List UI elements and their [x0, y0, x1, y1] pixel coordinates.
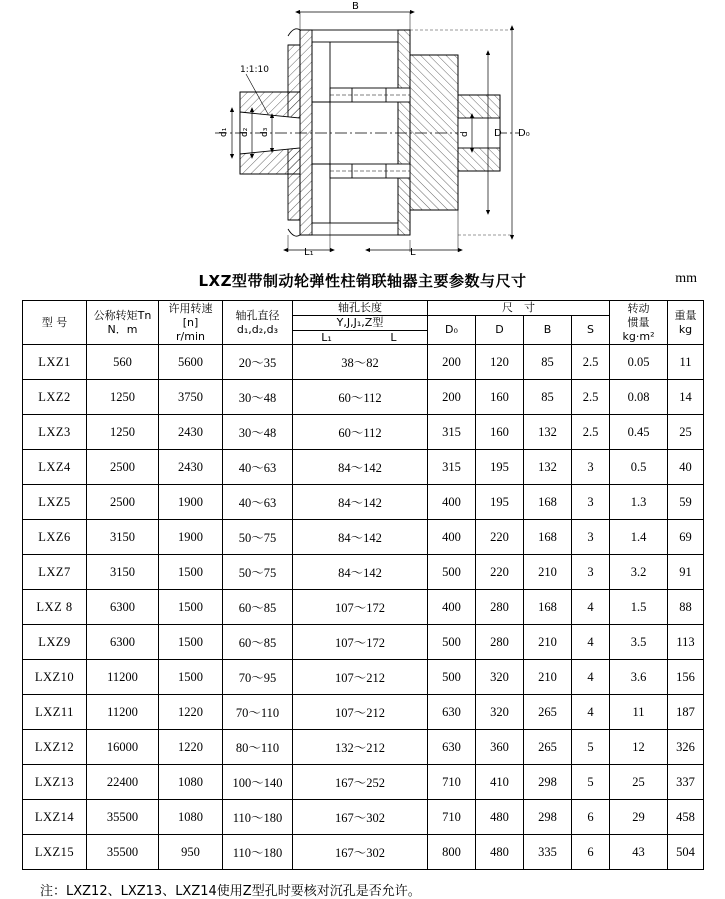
header-row-1	[23, 301, 704, 316]
cell-D0: 710	[428, 765, 476, 800]
cell-S: 5	[572, 730, 610, 765]
footnote: 注：LXZ12、LXZ13、LXZ14使用Z型孔时要核对沉孔是否允许。	[40, 884, 421, 899]
cell-model: LXZ12	[23, 730, 87, 765]
cell-D: 410	[476, 765, 524, 800]
cell-D0: 400	[428, 590, 476, 625]
cell-model: LXZ5	[23, 485, 87, 520]
cell-B: 85	[524, 380, 572, 415]
table-row	[23, 380, 704, 415]
cell-S: 4	[572, 660, 610, 695]
cell-D: 160	[476, 415, 524, 450]
cell-weight: 458	[668, 800, 704, 835]
th-weight-line2: kg	[678, 322, 693, 336]
cell-D: 160	[476, 380, 524, 415]
cell-torque: 11200	[87, 660, 159, 695]
table-row	[23, 800, 704, 835]
cell-S: 6	[572, 835, 610, 870]
th-bore-length-group: 轴孔长度	[293, 301, 428, 316]
cell-B: 168	[524, 520, 572, 555]
cell-D: 120	[476, 345, 524, 380]
cell-inertia: 1.5	[610, 590, 668, 625]
cell-len: 60～112	[293, 380, 428, 415]
cell-inertia: 1.3	[610, 485, 668, 520]
dim-label-d3: d₃	[260, 127, 270, 137]
cell-D0: 500	[428, 660, 476, 695]
cell-speed: 1500	[159, 590, 223, 625]
cell-model: LXZ1	[23, 345, 87, 380]
cell-inertia: 12	[610, 730, 668, 765]
cell-B: 298	[524, 800, 572, 835]
cell-D: 220	[476, 520, 524, 555]
cell-inertia: 29	[610, 800, 668, 835]
cell-D: 360	[476, 730, 524, 765]
cell-torque: 560	[87, 345, 159, 380]
th-bore-dia	[223, 301, 293, 345]
cell-D0: 400	[428, 485, 476, 520]
dim-label-d2: d₂	[240, 127, 250, 137]
cell-inertia: 3.6	[610, 660, 668, 695]
cell-len: 107～172	[293, 590, 428, 625]
cell-weight: 156	[668, 660, 704, 695]
cell-bore: 80～110	[223, 730, 293, 765]
cell-weight: 11	[668, 345, 704, 380]
cell-speed: 1500	[159, 660, 223, 695]
th-model: 型 号	[23, 301, 87, 345]
th-torque-line2: N．m	[107, 322, 138, 336]
cell-bore: 50～75	[223, 555, 293, 590]
cell-torque: 2500	[87, 450, 159, 485]
cell-len: 107～212	[293, 695, 428, 730]
dim-label-L: L	[410, 247, 416, 258]
th-inertia-line1: 转动	[627, 302, 650, 315]
dim-label-D: D	[494, 128, 502, 139]
cell-bore: 30～48	[223, 380, 293, 415]
cell-D0: 315	[428, 450, 476, 485]
table-body	[23, 345, 704, 870]
cell-model: LXZ 8	[23, 590, 87, 625]
cell-bore: 40～63	[223, 450, 293, 485]
dim-label-B: B	[352, 1, 359, 12]
dim-label-taper: 1:1:10	[240, 65, 269, 75]
cell-S: 4	[572, 625, 610, 660]
cell-inertia: 11	[610, 695, 668, 730]
th-speed-line2: [n]	[182, 315, 199, 329]
cell-B: 265	[524, 730, 572, 765]
cell-speed: 1080	[159, 800, 223, 835]
cell-B: 210	[524, 555, 572, 590]
cell-D: 220	[476, 555, 524, 590]
cell-S: 3	[572, 520, 610, 555]
cell-bore: 70～110	[223, 695, 293, 730]
th-bore-length-type: Y,J,J₁,Z型	[293, 315, 428, 330]
cell-torque: 35500	[87, 835, 159, 870]
cell-B: 168	[524, 590, 572, 625]
th-speed-line3: r/min	[176, 329, 205, 343]
th-S: S	[572, 315, 610, 345]
cell-bore: 50～75	[223, 520, 293, 555]
cell-bore: 40～63	[223, 485, 293, 520]
cell-bore: 30～48	[223, 415, 293, 450]
table-row	[23, 415, 704, 450]
th-bore-length-sub	[293, 330, 428, 345]
cell-D: 195	[476, 485, 524, 520]
cell-len: 167～302	[293, 800, 428, 835]
cell-bore: 70～95	[223, 660, 293, 695]
cell-weight: 326	[668, 730, 704, 765]
cell-weight: 59	[668, 485, 704, 520]
cell-D0: 710	[428, 800, 476, 835]
th-speed-line1: 许用转速	[168, 302, 213, 315]
cell-weight: 14	[668, 380, 704, 415]
unit-label: mm	[675, 271, 697, 286]
th-speed	[159, 301, 223, 345]
cell-inertia: 0.05	[610, 345, 668, 380]
cell-speed: 1500	[159, 555, 223, 590]
cell-model: LXZ2	[23, 380, 87, 415]
cell-D0: 630	[428, 730, 476, 765]
cell-len: 60～112	[293, 415, 428, 450]
cell-D: 195	[476, 450, 524, 485]
cell-torque: 1250	[87, 380, 159, 415]
cell-model: LXZ3	[23, 415, 87, 450]
cell-D0: 200	[428, 380, 476, 415]
cell-B: 298	[524, 765, 572, 800]
th-inertia-line3: kg·m²	[622, 329, 655, 343]
cell-D0: 630	[428, 695, 476, 730]
table-row	[23, 450, 704, 485]
cell-weight: 91	[668, 555, 704, 590]
cell-D: 480	[476, 800, 524, 835]
cell-speed: 1500	[159, 625, 223, 660]
dim-label-L1: L₁	[304, 247, 314, 258]
cell-torque: 11200	[87, 695, 159, 730]
cell-inertia: 1.4	[610, 520, 668, 555]
cell-len: 107～172	[293, 625, 428, 660]
th-dimension-group: 尺 寸	[428, 301, 610, 316]
cell-len: 84～142	[293, 450, 428, 485]
cell-D0: 315	[428, 415, 476, 450]
cell-bore: 20～35	[223, 345, 293, 380]
table-row	[23, 625, 704, 660]
cell-S: 4	[572, 590, 610, 625]
dim-label-d: d	[460, 131, 470, 137]
table-row	[23, 555, 704, 590]
cell-weight: 69	[668, 520, 704, 555]
cell-S: 3	[572, 485, 610, 520]
cell-len: 167～252	[293, 765, 428, 800]
cell-B: 168	[524, 485, 572, 520]
cell-len: 84～142	[293, 520, 428, 555]
cell-len: 167～302	[293, 835, 428, 870]
spec-table-wrap	[0, 300, 725, 870]
th-L1: L₁	[321, 330, 332, 344]
table-row	[23, 590, 704, 625]
cell-D0: 200	[428, 345, 476, 380]
table-row	[23, 835, 704, 870]
cell-model: LXZ9	[23, 625, 87, 660]
table-head	[23, 301, 704, 345]
cell-bore: 100～140	[223, 765, 293, 800]
dim-label-d1: d₁	[219, 127, 229, 137]
coupling-spec-table	[22, 300, 704, 870]
cell-inertia: 43	[610, 835, 668, 870]
cell-speed: 5600	[159, 345, 223, 380]
cell-speed: 2430	[159, 450, 223, 485]
cell-inertia: 3.2	[610, 555, 668, 590]
cell-weight: 25	[668, 415, 704, 450]
table-row	[23, 485, 704, 520]
table-row	[23, 765, 704, 800]
cell-inertia: 25	[610, 765, 668, 800]
page-title: LXZ型带制动轮弹性柱销联轴器主要参数与尺寸	[198, 272, 527, 290]
cell-bore: 110～180	[223, 800, 293, 835]
th-torque-line1: 公称转矩Tn	[93, 308, 152, 322]
table-row	[23, 695, 704, 730]
cell-B: 132	[524, 450, 572, 485]
cell-inertia: 0.5	[610, 450, 668, 485]
cell-model: LXZ4	[23, 450, 87, 485]
cell-D: 320	[476, 695, 524, 730]
cell-len: 38～82	[293, 345, 428, 380]
cell-speed: 1080	[159, 765, 223, 800]
cell-speed: 950	[159, 835, 223, 870]
cell-speed: 3750	[159, 380, 223, 415]
cell-torque: 2500	[87, 485, 159, 520]
cell-torque: 35500	[87, 800, 159, 835]
cell-len: 132～212	[293, 730, 428, 765]
cell-weight: 337	[668, 765, 704, 800]
cell-weight: 504	[668, 835, 704, 870]
cell-weight: 40	[668, 450, 704, 485]
cell-S: 4	[572, 695, 610, 730]
table-row	[23, 730, 704, 765]
cell-model: LXZ13	[23, 765, 87, 800]
cell-torque: 3150	[87, 520, 159, 555]
cell-speed: 1220	[159, 730, 223, 765]
cell-torque: 16000	[87, 730, 159, 765]
cell-weight: 88	[668, 590, 704, 625]
cell-speed: 1900	[159, 485, 223, 520]
cell-model: LXZ11	[23, 695, 87, 730]
cell-S: 5	[572, 765, 610, 800]
cell-bore: 60～85	[223, 590, 293, 625]
th-B: B	[524, 315, 572, 345]
th-L: L	[390, 330, 397, 344]
cell-S: 3	[572, 450, 610, 485]
cell-len: 107～212	[293, 660, 428, 695]
cell-D0: 500	[428, 625, 476, 660]
cell-inertia: 3.5	[610, 625, 668, 660]
dim-label-D0: D₀	[518, 128, 530, 139]
table-row	[23, 660, 704, 695]
cell-D: 480	[476, 835, 524, 870]
cell-bore: 60～85	[223, 625, 293, 660]
coupling-drawing	[0, 0, 725, 268]
th-inertia-line2: 惯量	[627, 315, 650, 329]
th-D: D	[476, 315, 524, 345]
cell-B: 265	[524, 695, 572, 730]
cell-len: 84～142	[293, 555, 428, 590]
cell-model: LXZ7	[23, 555, 87, 590]
table-title-row	[0, 270, 725, 300]
coupling-assembly-svg	[0, 0, 725, 268]
cell-torque: 3150	[87, 555, 159, 590]
table-row	[23, 520, 704, 555]
cell-model: LXZ10	[23, 660, 87, 695]
cell-B: 85	[524, 345, 572, 380]
th-weight	[668, 301, 704, 345]
cell-torque: 1250	[87, 415, 159, 450]
cell-B: 210	[524, 660, 572, 695]
cell-weight: 113	[668, 625, 704, 660]
cell-torque: 6300	[87, 590, 159, 625]
table-row	[23, 345, 704, 380]
th-inertia	[610, 301, 668, 345]
th-bore-dia-line2: d₁,d₂,d₃	[236, 322, 279, 336]
cell-S: 2.5	[572, 415, 610, 450]
cell-B: 335	[524, 835, 572, 870]
cell-inertia: 0.45	[610, 415, 668, 450]
cell-model: LXZ15	[23, 835, 87, 870]
cell-torque: 6300	[87, 625, 159, 660]
cell-model: LXZ6	[23, 520, 87, 555]
cell-bore: 110～180	[223, 835, 293, 870]
cell-torque: 22400	[87, 765, 159, 800]
cell-inertia: 0.08	[610, 380, 668, 415]
cell-S: 6	[572, 800, 610, 835]
cell-S: 2.5	[572, 380, 610, 415]
cell-D: 280	[476, 590, 524, 625]
cell-B: 210	[524, 625, 572, 660]
cell-B: 132	[524, 415, 572, 450]
cell-speed: 1900	[159, 520, 223, 555]
cell-weight: 187	[668, 695, 704, 730]
th-D0: D₀	[428, 315, 476, 345]
cell-speed: 1220	[159, 695, 223, 730]
cell-D: 280	[476, 625, 524, 660]
th-bore-dia-line1: 轴孔直径	[235, 308, 280, 322]
cell-len: 84～142	[293, 485, 428, 520]
cell-S: 3	[572, 555, 610, 590]
th-torque	[87, 301, 159, 345]
cell-model: LXZ14	[23, 800, 87, 835]
cell-D0: 800	[428, 835, 476, 870]
th-weight-line1: 重量	[674, 308, 697, 322]
cell-D: 320	[476, 660, 524, 695]
cell-speed: 2430	[159, 415, 223, 450]
cell-S: 2.5	[572, 345, 610, 380]
cell-D0: 500	[428, 555, 476, 590]
cell-D0: 400	[428, 520, 476, 555]
